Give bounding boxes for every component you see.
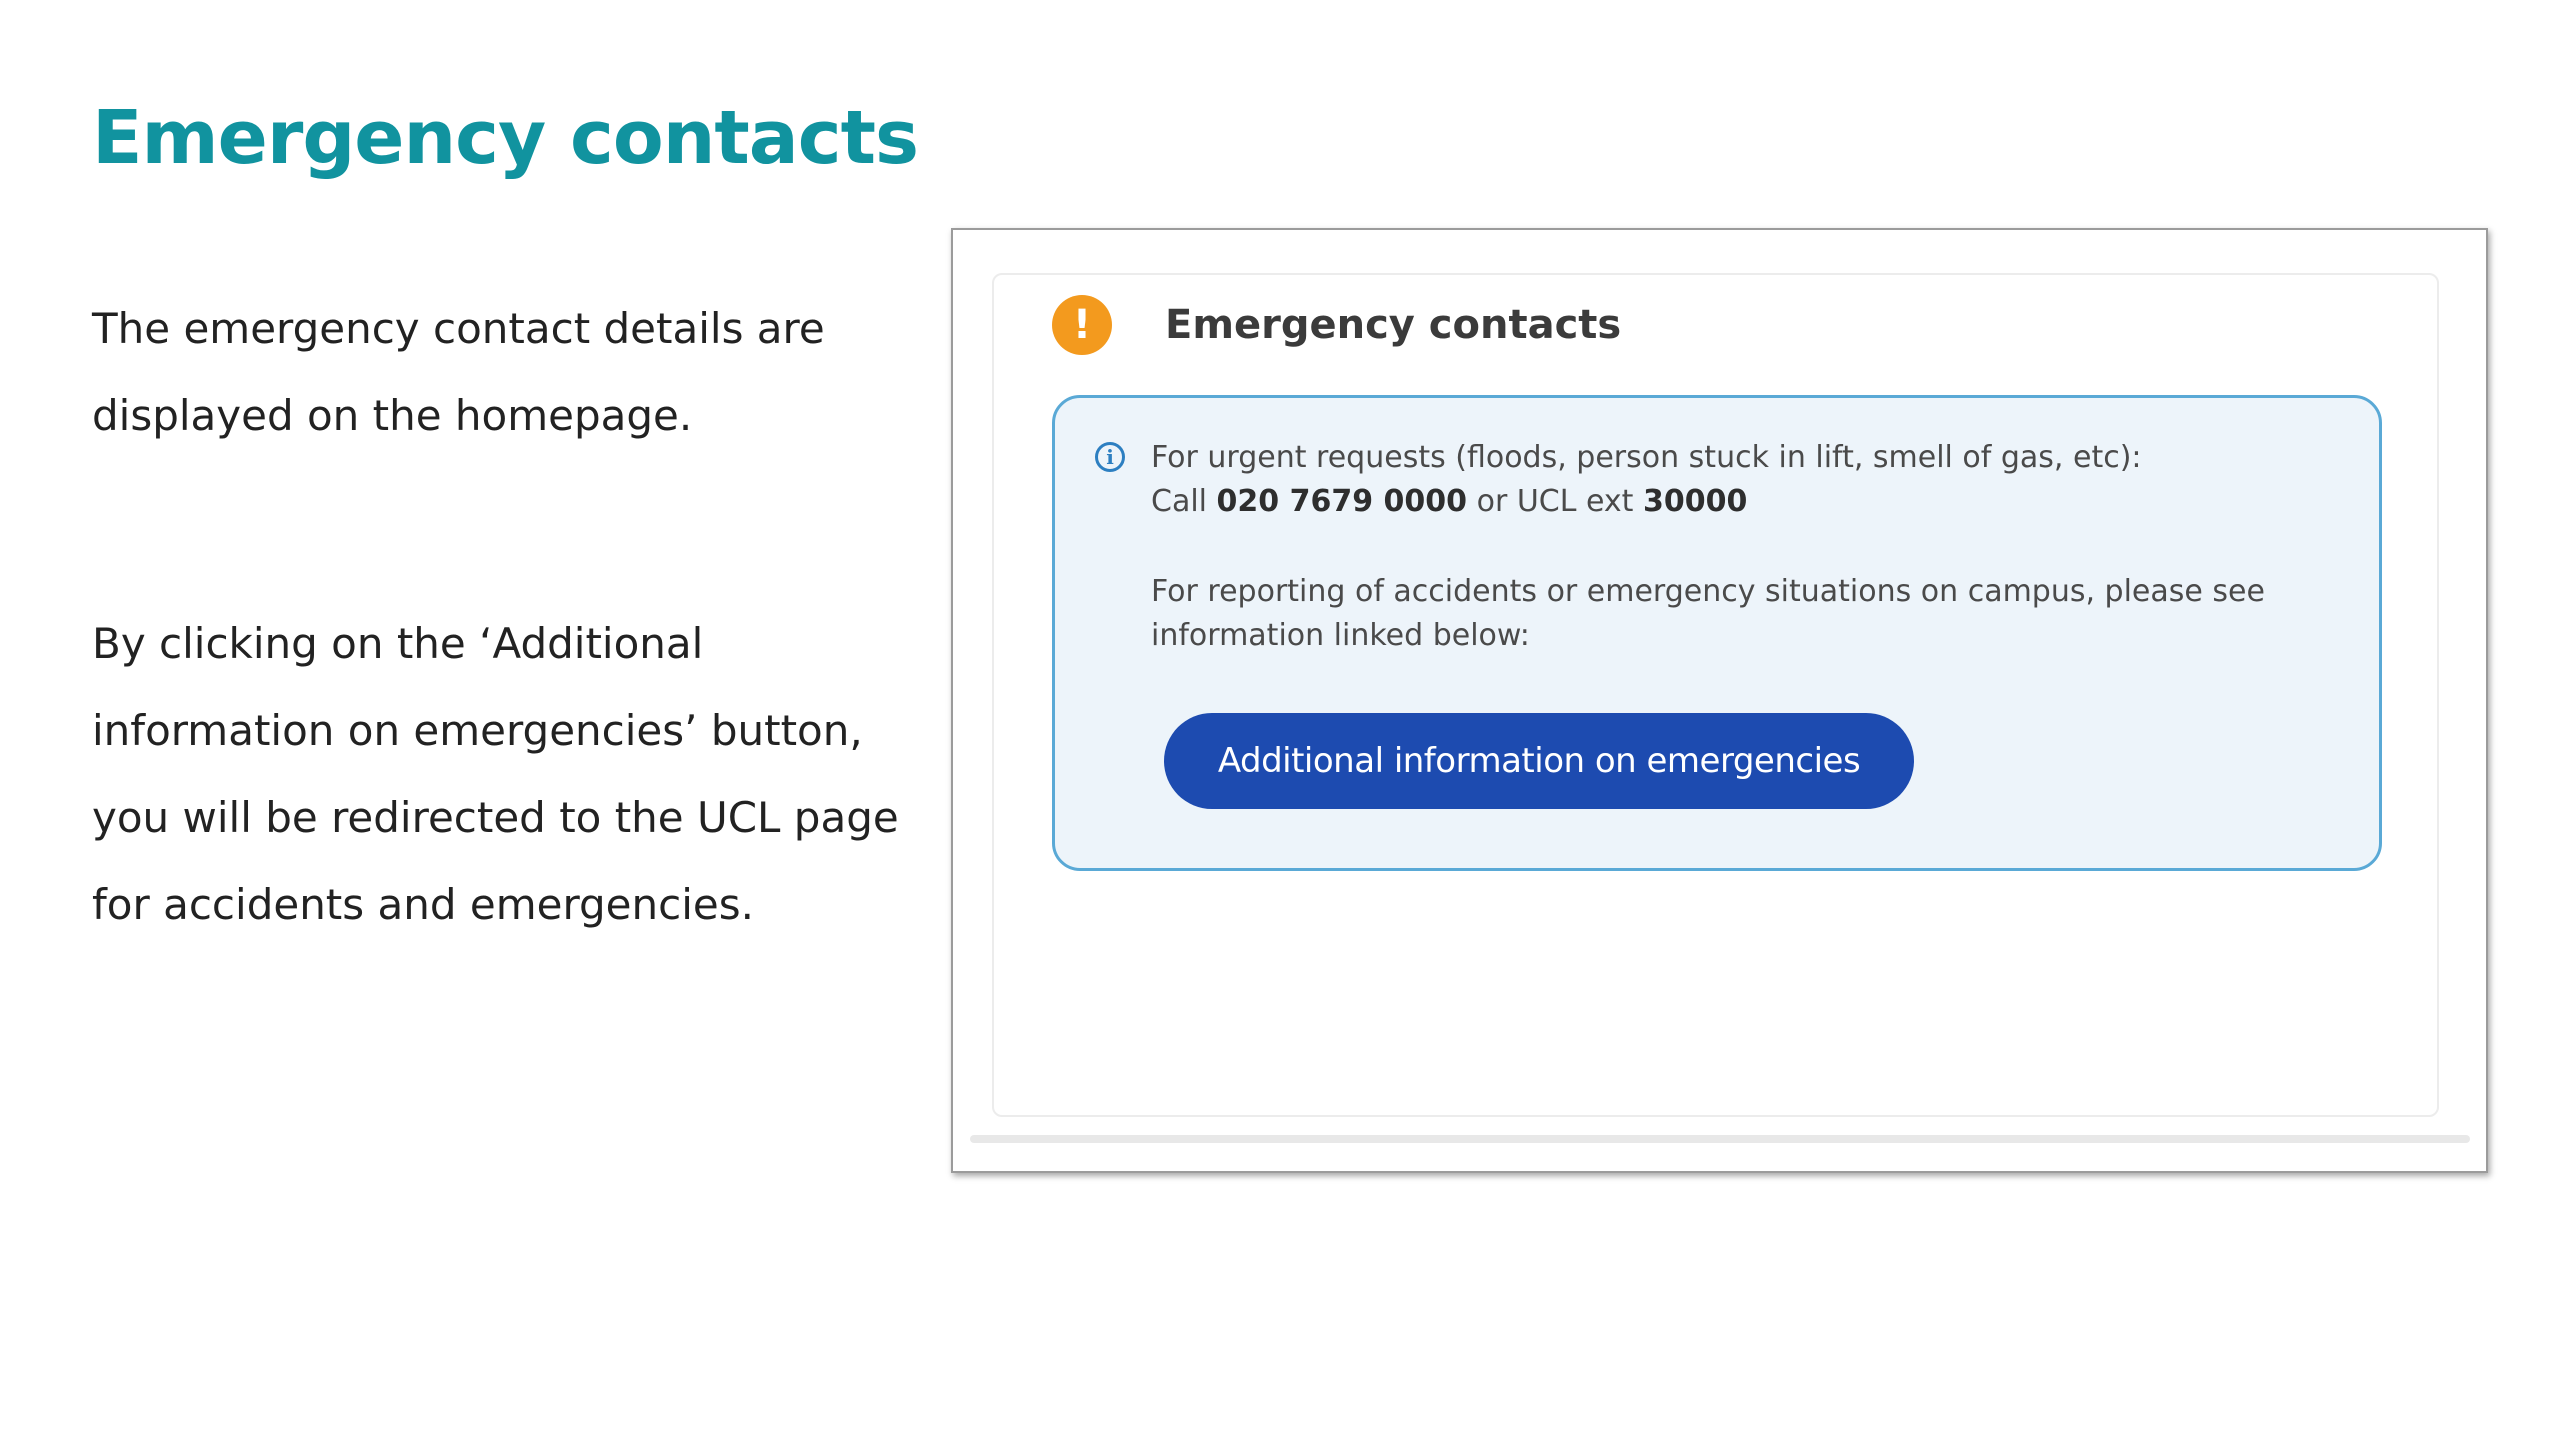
slide-title: Emergency contacts <box>92 95 919 181</box>
horizontal-scrollbar[interactable] <box>970 1135 2470 1143</box>
description-paragraph: The emergency contact details are displayed on the homepage. <box>92 304 825 440</box>
widget-header <box>994 275 2437 385</box>
urgent-requests-text <box>1151 436 2301 524</box>
instruction-paragraph: By clicking on the ‘Additional information on emergencies’ button, you will be redirected to the UCL page for accidents and emergencies. <box>92 619 899 929</box>
info-box <box>1052 395 2382 871</box>
emergency-contacts-widget <box>992 273 2439 1117</box>
widget-title: Emergency contacts <box>1165 302 1622 348</box>
phone-number: 020 7679 0000 <box>1216 484 1468 519</box>
call-prefix: Call <box>1151 484 1217 519</box>
extension-number: 30000 <box>1642 484 1748 519</box>
urgent-requests-line: For urgent requests (floods, person stuck in lift, smell of gas, etc): <box>1151 440 2142 475</box>
additional-information-button[interactable]: Additional information on emergencies <box>1164 713 1914 809</box>
info-icon: i <box>1095 442 1125 472</box>
exclamation-icon: ! <box>1052 295 1112 355</box>
screenshot-frame <box>951 228 2488 1173</box>
call-middle: or UCL ext <box>1467 484 1643 519</box>
reporting-text: For reporting of accidents or emergency situations on campus, please see information linked below: <box>1151 574 2265 653</box>
